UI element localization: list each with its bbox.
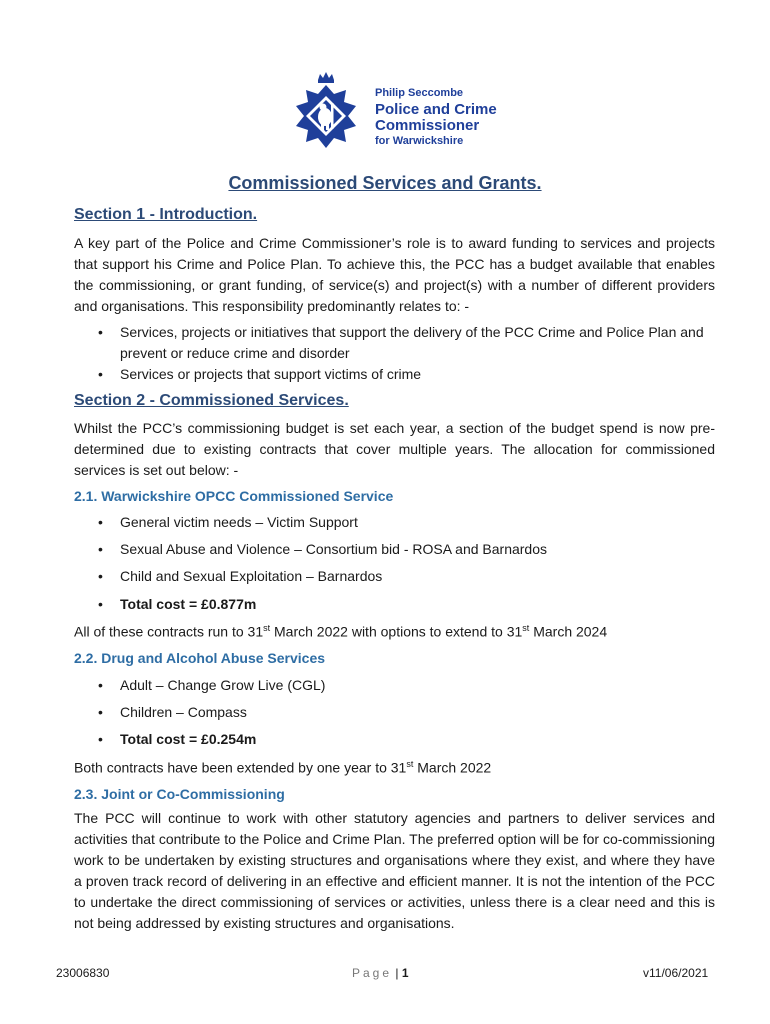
bullet-icon: •: [98, 568, 103, 584]
subsection-2-3-paragraph: The PCC will continue to work with other statutory agencies and partners to deliver services and activities that contribute to the Police and Crime Plan. The preferred option will be for co-commissioning work to be undertaken by existing structures and organisations where they exist, and where they have a proven track record of delivering in an effective and efficient manner. It is not the intention of the PCC to undertake the direct commissioning of services or activities, unless there is a clear need and this is not being addressed by existing structures and organisations.: [74, 810, 715, 931]
subsection-2-2-heading: 2.2. Drug and Alcohol Abuse Services: [74, 650, 326, 666]
total-cost-2-2: Total cost = £0.254m: [120, 731, 257, 747]
list-item-text: Services or projects that support victims of crime: [120, 366, 422, 382]
page-title: Commissioned Services and Grants.: [228, 173, 542, 193]
logo-line-commissioner: Commissioner: [375, 117, 480, 134]
list-item: [98, 594, 718, 615]
list-item-text: Services, projects or initiatives that support the delivery of the PCC Crime and Police Plan and prevent or reduce crime and disorder: [120, 324, 704, 361]
list-item-text: General victim needs – Victim Support: [120, 514, 358, 530]
section-1-heading: Section 1 - Introduction.: [74, 206, 258, 223]
logo-line-police-and-crime: Police and Crime: [375, 101, 497, 118]
list-item: [98, 364, 718, 385]
bullet-icon: •: [98, 324, 103, 340]
note-text: March 2024: [529, 623, 608, 640]
list-item: [98, 702, 718, 723]
total-cost-2-1: Total cost = £0.877m: [120, 596, 257, 612]
footer-version: v11/06/2021: [643, 966, 709, 980]
section-2-heading: Section 2 - Commissioned Services.: [74, 392, 349, 409]
section-1-paragraph: A key part of the Police and Crime Commissioner’s role is to award funding to services and projects that support his Crime and Police Plan. To achieve this, the PCC has a budget available that enables the commissioning, or grant funding, of service(s) and project(s) with a number of different providers and organisations. This responsibility predominantly relates to: -: [74, 235, 715, 314]
list-item-text: Children – Compass: [120, 704, 247, 720]
subsection-2-3-heading: 2.3. Joint or Co-Commissioning: [74, 786, 285, 802]
list-item: [98, 675, 718, 696]
bullet-icon: •: [98, 514, 103, 530]
logo-commissioner-name: Philip Seccombe: [375, 87, 464, 99]
footer-doc-ref: 23006830: [56, 966, 110, 980]
bear-and-ragged-staff-crest-icon: [284, 70, 368, 158]
list-item-text: Child and Sexual Exploitation – Barnardos: [120, 568, 383, 584]
ordinal-suffix: st: [406, 759, 414, 769]
list-item: [98, 322, 718, 364]
note-text: March 2022: [413, 759, 492, 776]
bullet-icon: •: [98, 731, 103, 747]
page-label: Page: [352, 966, 393, 980]
bullet-icon: •: [98, 704, 103, 720]
page-number: 1: [401, 966, 409, 980]
contract-note-2-2: [74, 759, 491, 776]
list-item-text: Adult – Change Grow Live (CGL): [120, 677, 326, 693]
contract-note-2-1: [74, 623, 607, 640]
note-text: March 2022 with options to extend to 31: [270, 623, 523, 640]
list-item-text: Sexual Abuse and Violence – Consortium bid - ROSA and Barnardos: [120, 541, 547, 557]
bullet-icon: •: [98, 596, 103, 612]
footer-page-indicator: [352, 966, 409, 980]
subsection-2-1-heading: 2.1. Warwickshire OPCC Commissioned Service: [74, 488, 394, 504]
bullet-icon: •: [98, 366, 103, 382]
note-text: Both contracts have been extended by one year to 31: [74, 759, 407, 776]
pcc-logo: [284, 70, 514, 162]
ordinal-suffix: st: [263, 623, 271, 633]
logo-line-area: for Warwickshire: [375, 135, 464, 147]
list-item: [98, 512, 718, 533]
ordinal-suffix: st: [522, 623, 530, 633]
bullet-icon: •: [98, 541, 103, 557]
note-text: All of these contracts run to 31: [74, 623, 264, 640]
list-item: [98, 566, 718, 587]
list-item: [98, 539, 718, 560]
list-item: [98, 729, 718, 750]
logo-wordmark: [375, 88, 497, 147]
bullet-icon: •: [98, 677, 103, 693]
section-2-paragraph: Whilst the PCC’s commissioning budget is set each year, a section of the budget spend is now pre-determined due to existing contracts that cover multiple years. The allocation for commissioned services is set out below: -: [74, 420, 715, 478]
page-separator: |: [395, 966, 399, 980]
